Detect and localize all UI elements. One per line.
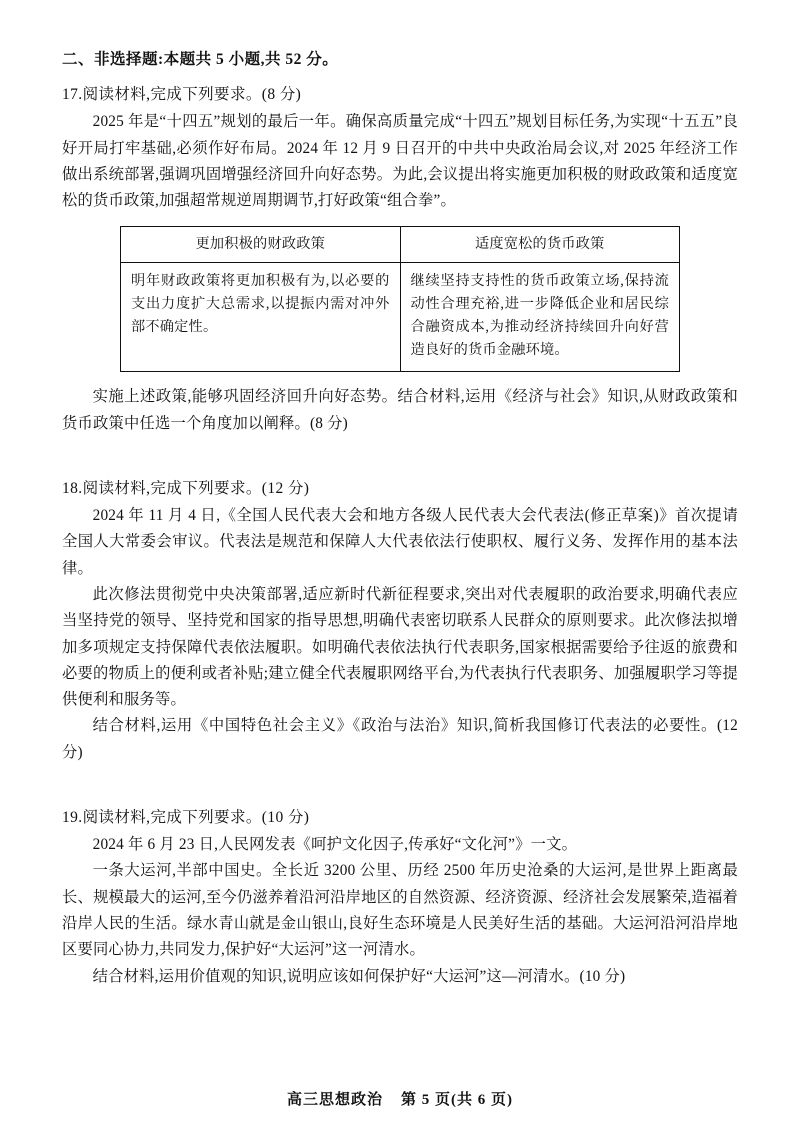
policy-table-header-fiscal: 更加积极的财政政策 xyxy=(121,227,401,263)
question-19-paragraph-1: 2024 年 6 月 23 日,人民网发表《呵护文化因子,传承好“文化河”》一文。 xyxy=(92,836,578,854)
table-row xyxy=(121,263,680,372)
question-18-title-text: 阅读材料,完成下列要求。(12 分) xyxy=(82,480,310,498)
question-18 xyxy=(62,477,738,766)
question-17-title-text: 阅读材料,完成下列要求。(8 分) xyxy=(82,86,302,104)
policy-table-header-monetary: 适度宽松的货币政策 xyxy=(400,227,680,263)
question-19-paragraph-2: 一条大运河,半部中国史。全长近 3200 公里、历经 2500 年历史沧桑的大运河,是世界上距离最长、规模最大的运河,至今仍滋养着沿河沿岸地区的自然资源、经济资源、经济社会发展繁荣,造福着沿岸人民的生活。绿水青山就是金山银山,良好生态环境是人民美好生活的基础。大运河沿河沿岸地区要同心协力,共同发力,保护好“大运河”这一河清水。 xyxy=(62,862,738,959)
question-19-title-text: 阅读材料,完成下列要求。(10 分) xyxy=(82,809,310,827)
question-17-prompt: 实施上述政策,能够巩固经济回升向好态势。结合材料,运用《经济与社会》知识,从财政政策和货币政策中任选一个角度加以阐释。(8 分) xyxy=(62,388,738,432)
question-18-paragraph-1: 2024 年 11 月 4 日,《全国人民代表大会和地方各级人民代表大会代表法(修正草案)》首次提请全国人大常委会审议。代表法是规范和保障人大代表依法行使职权、履行义务、发挥作用的基本法律。 xyxy=(62,507,738,577)
spacer-after-q17 xyxy=(62,443,738,477)
policy-table-cell-fiscal: 明年财政政策将更加积极有为,以必要的支出力度扩大总需求,以提振内需对冲外部不确定性。 xyxy=(121,263,401,372)
question-19-title xyxy=(62,806,738,830)
question-18-prompt: 结合材料,运用《中国特色社会主义》《政治与法治》知识,简析我国修订代表法的必要性。(12 分) xyxy=(62,717,738,761)
question-19-number: 19. xyxy=(62,809,83,827)
page-footer xyxy=(0,1088,800,1109)
section-heading: 二、非选择题:本题共 5 小题,共 52 分。 xyxy=(62,51,339,68)
question-17 xyxy=(62,83,738,437)
question-17-title xyxy=(62,83,738,107)
question-19-prompt: 结合材料,运用价值观的知识,说明应该如何保护好“大运河”这—河清水。(10 分) xyxy=(92,967,626,985)
question-17-paragraph-1: 2025 年是“十四五”规划的最后一年。确保高质量完成“十四五”规划目标任务,为实现“十五五”良好开局打牢基础,必须作好布局。2024 年 12 月 9 日召开的中共中央政治局会议,对 2025 年经济工作做出系统部署,强调巩固增强经济回升向好态势。为此,会议提出将实施更加积极的财政政策和适度宽松的货币政策,加强超常规逆周期调节,打好政策“组合拳”。 xyxy=(62,113,738,210)
policy-table-cell-monetary: 继续坚持支持性的货币政策立场,保持流动性合理充裕,进一步降低企业和居民综合融资成本,为推动经济持续回升向好营造良好的货币金融环境。 xyxy=(400,263,680,372)
footer-subject: 高三思想政治 xyxy=(286,1092,383,1108)
question-19 xyxy=(62,806,738,990)
question-18-number: 18. xyxy=(62,480,83,498)
footer-page-number: 第 5 页(共 6 页) xyxy=(401,1092,513,1108)
question-17-number: 17. xyxy=(62,86,83,104)
question-18-title xyxy=(62,477,738,501)
spacer-after-q18 xyxy=(62,772,738,806)
policy-table-header-row xyxy=(121,227,680,263)
question-18-paragraph-2: 此次修法贯彻党中央决策部署,适应新时代新征程要求,突出对代表履职的政治要求,明确代表应当坚持党的领导、坚持党和国家的指导思想,明确代表密切联系人民群众的原则要求。此次修法拟增加多项规定支持保障代表依法履职。如明确代表依法执行代表职务,国家根据需要给予往返的旅费和必要的物质上的便利或者补贴;建立健全代表履职网络平台,为代表执行代表职务、加强履职学习等提供便利和服务等。 xyxy=(62,585,738,709)
policy-table xyxy=(120,226,680,372)
